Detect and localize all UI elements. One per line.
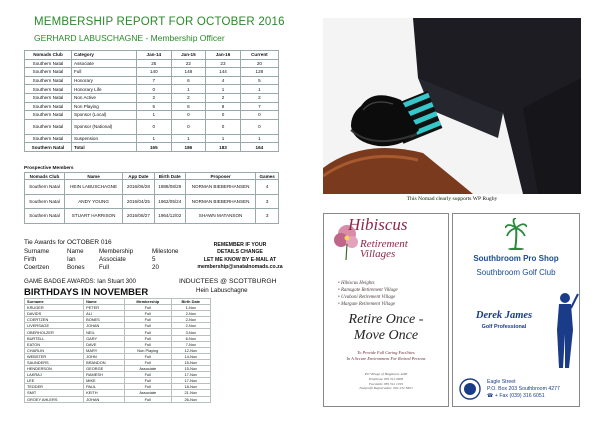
table-cell: HEIN LABUSCHAGNE (64, 180, 122, 195)
remember-email[interactable]: membership@snatalnomads.co.za (197, 264, 283, 271)
table-cell: 165 (137, 143, 172, 152)
table-cell: LIVERSAGE (25, 323, 84, 329)
table-cell: Full (124, 311, 171, 317)
col-header: Birth Date (171, 299, 210, 305)
table-cell: 2-Nov (171, 323, 210, 329)
table-cell: 1988/08/29 (154, 180, 185, 195)
table-cell: Full (124, 329, 171, 335)
table-row (25, 143, 279, 152)
inductees-title: INDUCTEES @ SCOTTBURGH (179, 278, 277, 285)
tie-awards-title: Tie Awards for OCTOBER 016 (24, 239, 112, 246)
table-row (25, 102, 279, 111)
table-cell: LEE (25, 378, 84, 384)
table-cell: 1 (240, 134, 278, 143)
table-row (25, 396, 211, 402)
membership-rows (25, 59, 279, 151)
table-cell: 2 (171, 93, 206, 102)
table-row (25, 119, 279, 134)
table-cell: 186 (171, 143, 206, 152)
table-cell: 0 (137, 85, 172, 94)
rugby-socks-photo (323, 18, 581, 194)
table-cell: 7 (137, 76, 172, 85)
table-cell: 1962/05/24 (154, 194, 185, 209)
village-name: Hibiscus Heights (340, 281, 375, 286)
contact-line: Telephone 039 312 0800 (368, 376, 404, 381)
table-cell: 183 (206, 143, 241, 152)
contact-line: Facsimile 039 312 1019 (369, 381, 403, 386)
bullet-icon: • (338, 302, 341, 308)
table-cell: 17-Nov (171, 372, 210, 378)
table-row (25, 209, 279, 224)
hibiscus-logo-sub (360, 239, 408, 259)
village-item (338, 287, 448, 294)
logo-line: Villages (360, 248, 396, 260)
table-row (25, 59, 279, 68)
slogan-line: Move Once (353, 328, 419, 343)
prospective-label: Prospective Members (24, 166, 74, 171)
table-cell: ALI (84, 311, 125, 317)
pga-logo-icon (457, 378, 483, 400)
logo-line: Retirement (360, 238, 408, 250)
village-item (338, 294, 448, 301)
table-cell: 2 (240, 93, 278, 102)
table-cell: Associate (72, 59, 137, 68)
table-cell: Full (124, 372, 171, 378)
hibiscus-contact (324, 372, 448, 391)
golf-club-name: Southbroom Golf Club (476, 268, 556, 277)
table-cell: TEDDER (25, 384, 84, 390)
table-cell: MARY (84, 347, 125, 353)
golf-pro-role: Golf Professional (481, 324, 527, 330)
table-cell: 5 (240, 76, 278, 85)
col-header: Jan-14 (137, 51, 172, 60)
table-cell: 0 (206, 119, 241, 134)
table-cell: 8 (206, 102, 241, 111)
table-cell: CHARLIN (25, 347, 84, 353)
birthdays-title: BIRTHDAYS IN NOVEMBER (24, 287, 149, 298)
photo-caption: This Nomad clearly supports WP Rugby (406, 196, 498, 202)
table-cell: 18-Nov (171, 384, 210, 390)
table-cell: 15-Nov (171, 359, 210, 365)
table-cell: Full (124, 305, 171, 311)
table-cell: 3-Nov (171, 329, 210, 335)
table-cell: Full (124, 353, 171, 359)
col-header: Jan-15 (171, 51, 206, 60)
table-cell: 2 (137, 93, 172, 102)
prospective-rows (25, 180, 279, 224)
col-header: Nomads Club (25, 51, 72, 60)
address-line: P.O. Box 203 Southbroom 4277 (487, 386, 560, 392)
table-cell: Non Active (72, 93, 137, 102)
table-cell: 3 (256, 209, 279, 224)
table-cell: MIKE (84, 378, 125, 384)
tie-award-cell: Associate (99, 256, 126, 263)
tie-awards-grid (24, 248, 194, 272)
membership-table (24, 50, 279, 152)
table-cell: 2016/08/27 (123, 209, 154, 224)
table-cell: Southern Natal (25, 180, 65, 195)
bullet-icon: • (338, 288, 341, 294)
table-cell: 1 (171, 85, 206, 94)
table-cell: 12-Nov (171, 347, 210, 353)
table-cell: BURTELL (25, 335, 84, 341)
table-cell: Southern Natal (25, 102, 72, 111)
table-cell: 5 (137, 102, 172, 111)
table-row (25, 93, 279, 102)
table-cell: WEBSTER (25, 353, 84, 359)
table-cell: BRANDON (84, 359, 125, 365)
table-cell: Southern Natal (25, 76, 72, 85)
village-name: Uvuboni Retirement Village (340, 295, 396, 301)
table-cell: 0 (240, 119, 278, 134)
report-title: MEMBERSHIP REPORT FOR OCTOBER 2016 (34, 16, 285, 28)
table-cell: 2016/06/28 (123, 180, 154, 195)
table-row (25, 76, 279, 85)
col-header: Nomads Club (25, 173, 65, 180)
table-cell: BONES (84, 317, 125, 323)
table-cell: Southern Natal (25, 85, 72, 94)
table-cell: Full (72, 68, 137, 77)
bullet-icon: • (338, 281, 341, 286)
table-cell: NORMAN BIEBERHANSEN (185, 194, 255, 209)
table-cell: 15-Nov (171, 366, 210, 372)
village-item (338, 301, 448, 308)
table-cell: EATON (25, 341, 84, 347)
table-cell: NEIL (84, 329, 125, 335)
table-cell: SAUNDERS (25, 359, 84, 365)
table-cell: 4 (256, 180, 279, 195)
tie-header-row (24, 248, 194, 256)
table-cell: 2-Nov (171, 317, 210, 323)
table-cell: 14-Nov (171, 353, 210, 359)
table-cell: 128 (240, 68, 278, 77)
col-header: Current (240, 51, 278, 60)
table-row (25, 85, 279, 94)
hibiscus-logo: Hibiscus (348, 215, 408, 234)
table-cell: KEITH (84, 390, 125, 396)
remember-notice (190, 242, 290, 272)
table-cell: 6 (171, 102, 206, 111)
col-header: Surname (25, 299, 84, 305)
tie-header: Milestone (152, 248, 179, 255)
village-list (338, 280, 448, 308)
col-header: Games (256, 173, 279, 180)
hibiscus-tagline (324, 350, 448, 362)
table-cell: 25 (137, 59, 172, 68)
table-cell: LAKRAJ (25, 372, 84, 378)
remember-line: LET ME KNOW BY E-MAIL AT (203, 256, 277, 263)
table-cell: 20 (240, 59, 278, 68)
col-header: Proposer (185, 173, 255, 180)
table-cell: 0 (171, 119, 206, 134)
tie-award-row (24, 264, 194, 272)
table-cell: 140 (137, 68, 172, 77)
table-cell: Honorary Life (72, 85, 137, 94)
remember-line: DETAILS CHANGE (217, 249, 263, 256)
table-cell: COERTZEN (25, 317, 84, 323)
table-cell: 1 (206, 134, 241, 143)
table-cell: Southern Natal (25, 68, 72, 77)
table-cell: Total (72, 143, 137, 152)
table-cell: PETER (84, 305, 125, 311)
table-cell: 148 (171, 68, 206, 77)
table-cell: Full (124, 317, 171, 323)
table-row (25, 180, 279, 195)
table-cell: 22 (171, 59, 206, 68)
col-header: Birth Date (154, 173, 185, 180)
table-cell: Southern Natal (25, 119, 72, 134)
table-cell: SMIT (25, 390, 84, 396)
table-cell: Full (124, 341, 171, 347)
tie-award-cell: 20 (152, 264, 159, 271)
table-row (25, 194, 279, 209)
table-cell: Suspension (72, 134, 137, 143)
table-cell: 4 (206, 76, 241, 85)
tie-award-cell: Bones (67, 264, 85, 271)
table-cell: JOHAN (84, 396, 125, 402)
prospective-table (24, 172, 279, 224)
tie-award-cell: Full (99, 264, 109, 271)
table-cell: Southern Natal (25, 194, 65, 209)
hibiscus-slogan (324, 312, 448, 344)
village-name: Margate Retirement Village (340, 302, 396, 308)
table-cell: Southern Natal (25, 134, 72, 143)
table-cell: Full (124, 384, 171, 390)
tie-award-row (24, 256, 194, 264)
table-cell: Honorary (72, 76, 137, 85)
col-header: Name (64, 173, 122, 180)
table-cell: 0 (171, 111, 206, 120)
table-cell: 1 (137, 134, 172, 143)
golfer-silhouette-icon (551, 290, 579, 370)
contact-line: PO Village of Happiness 4280 (364, 372, 408, 376)
tie-header: Name (67, 248, 84, 255)
bullet-icon: • (338, 295, 341, 301)
photo-illustration (323, 18, 581, 194)
table-cell: 164 (240, 143, 278, 152)
golf-pro-name: Derek James (475, 310, 533, 321)
table-cell: PAUL (84, 384, 125, 390)
table-cell: 7-Nov (171, 341, 210, 347)
table-cell: STUART HARRISON (64, 209, 122, 224)
table-cell: Full (124, 378, 171, 384)
game-badge-awards: GAME BADGE AWARDS: Ian Stuart 300 (24, 278, 136, 285)
report-subtitle: GERHARD LABUSCHAGNE - Membership Officer (34, 33, 225, 43)
village-item (338, 280, 448, 287)
table-cell: Full (124, 323, 171, 329)
phone-line: ☎ + Fax (039) 316 6051 (487, 393, 545, 399)
pro-shop-name: Southbroom Pro Shop (473, 254, 559, 263)
table-cell: 21-Nov (171, 390, 210, 396)
table-cell: SHAWN MATANSON (185, 209, 255, 224)
table-cell: GROEY AHLERS (25, 396, 84, 402)
inductee-name: Hein Labuschagne (196, 287, 248, 294)
col-header: Category (72, 51, 137, 60)
table-cell: DAVE (84, 341, 125, 347)
table-cell: Southern Natal (25, 59, 72, 68)
table-cell: NORMAN BIEBERHANSEN (185, 180, 255, 195)
table-cell: 1-Nov (171, 305, 210, 311)
col-header: App Date (123, 173, 154, 180)
tie-header: Membership (99, 248, 134, 255)
birthday-rows (25, 305, 211, 403)
table-cell: Full (124, 335, 171, 341)
table-cell: 1964/12/02 (154, 209, 185, 224)
palm-tree-icon (505, 218, 527, 250)
table-row (25, 134, 279, 143)
table-cell: Southern Natal (25, 143, 72, 152)
table-cell: Non Playing (124, 347, 171, 353)
table-cell: 23 (206, 59, 241, 68)
remember-line: REMEMBER IF YOUR (213, 242, 267, 248)
table-cell: 1 (137, 111, 172, 120)
tie-header: Surname (24, 248, 50, 255)
table-cell: ANDY YOUNG (64, 194, 122, 209)
table-cell: 2 (206, 93, 241, 102)
table-cell: GEORGE (84, 366, 125, 372)
table-cell: 1 (171, 134, 206, 143)
table-cell: 17-Nov (171, 378, 210, 384)
table-cell: Southern Natal (25, 93, 72, 102)
slogan-line: Retire Once - (348, 312, 424, 327)
address-line: Eagle Street (487, 379, 516, 385)
table-cell: Non Playing (72, 102, 137, 111)
table-cell: Southern Natal (25, 209, 65, 224)
tagline-line: To Provide Full Caring Facilities (357, 350, 415, 355)
table-cell: JOHN (84, 353, 125, 359)
tie-award-cell: Ian (67, 256, 76, 263)
table-cell: Sponsor (National) (72, 119, 137, 134)
table-cell: RAMESH (84, 372, 125, 378)
tie-award-cell: Coertzen (24, 264, 50, 271)
table-row (25, 68, 279, 77)
table-cell: Associate (124, 366, 171, 372)
col-header: Jan-16 (206, 51, 241, 60)
southbroom-address (487, 379, 579, 400)
tagline-line: In A Secure Environment For Retired Persons (346, 356, 426, 361)
table-cell: 2-Nov (171, 311, 210, 317)
table-cell: KRUGER (25, 305, 84, 311)
table-cell: JOHAN (84, 323, 125, 329)
hibiscus-advert (323, 213, 449, 407)
table-row (25, 111, 279, 120)
table-cell: 1 (206, 85, 241, 94)
table-cell: 1 (240, 85, 278, 94)
table-cell: 6-Nov (171, 335, 210, 341)
col-header: Membership (124, 299, 171, 305)
table-cell: Sponsor (Local) (72, 111, 137, 120)
village-name: Ramsgate Retirement Village (340, 288, 398, 294)
birthdays-table (24, 298, 211, 403)
tie-award-cell: 5 (152, 256, 156, 263)
table-cell: Southern Natal (25, 111, 72, 120)
tie-award-cell: Firth (24, 256, 37, 263)
table-cell: 0 (206, 111, 241, 120)
table-cell: 144 (206, 68, 241, 77)
table-cell: Associate (124, 390, 171, 396)
table-cell: 2016/04/25 (123, 194, 154, 209)
col-header: Name (84, 299, 125, 305)
table-cell: Full (124, 396, 171, 402)
table-cell: 6 (171, 76, 206, 85)
table-cell: 0 (240, 111, 278, 120)
table-cell: DAVIDS (25, 311, 84, 317)
table-cell: OBERHOLZER (25, 329, 84, 335)
table-cell: 7 (240, 102, 278, 111)
contact-line: Nonprofit Registration: 002-132 NPO (359, 386, 413, 391)
southbroom-advert (452, 213, 580, 407)
table-cell: HENDERSON (25, 366, 84, 372)
table-cell: Full (124, 359, 171, 365)
table-cell: 26-Nov (171, 396, 210, 402)
table-cell: GARY (84, 335, 125, 341)
table-cell: 3 (256, 194, 279, 209)
table-cell: 0 (137, 119, 172, 134)
